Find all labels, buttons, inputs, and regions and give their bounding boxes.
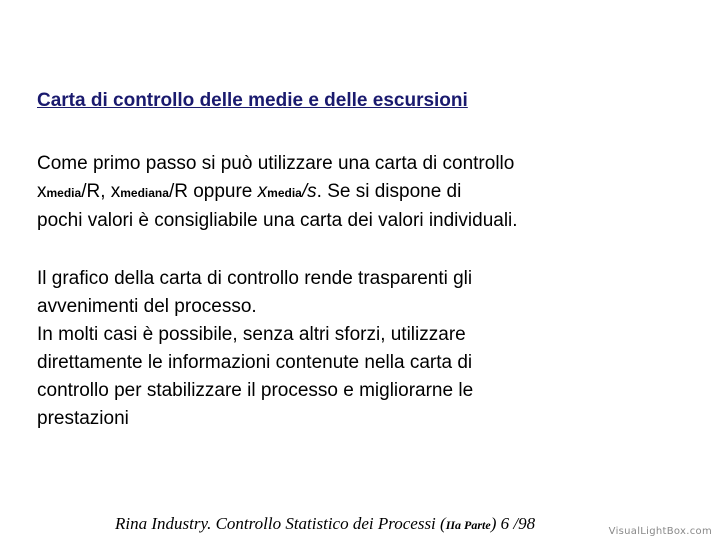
slide-footer [115, 514, 535, 534]
paragraph-line: pochi valori è consigliabile una carta dei valori individuali. [37, 210, 518, 231]
footer-page-number: ) 6 /98 [490, 514, 536, 533]
paragraph-line: In molti casi è possibile, senza altri sforzi, utilizzare [37, 324, 466, 345]
separator-text: /R, [81, 181, 111, 202]
media-subscript: media [46, 186, 82, 200]
paragraph-line: controllo per stabilizzare il processo e migliorarne le [37, 380, 474, 401]
footer-part: IIa Parte [445, 518, 491, 532]
x-symbol: x [37, 181, 47, 202]
paragraph-chart-benefits [37, 265, 687, 433]
mediana-subscript: mediana [120, 186, 169, 200]
paragraph-line: prestazioni [37, 408, 129, 429]
paragraph-line: Come primo passo si può utilizzare una carta di controllo [37, 153, 515, 174]
watermark: VisualLightBox.com [608, 526, 712, 537]
paragraph-line: Il grafico della carta di controllo rende trasparenti gli [37, 268, 473, 289]
paragraph-line: avvenimenti del processo. [37, 296, 257, 317]
x-symbol: x [110, 181, 121, 202]
media-subscript: media [267, 186, 302, 200]
paragraph-control-chart-options [37, 150, 687, 235]
paragraph-line: direttamente le informazioni contenute nella carta di [37, 352, 473, 373]
chart-types-line [37, 178, 687, 207]
slide-title: Carta di controllo delle medie e delle escursioni [37, 90, 468, 111]
s-symbol: /s [301, 181, 317, 202]
paragraph-text: . Se si dispone di [316, 181, 462, 202]
separator-text: /R oppure [168, 181, 258, 202]
footer-title: Rina Industry. Controllo Statistico dei Processi ( [115, 514, 446, 533]
x-symbol: x [257, 181, 268, 202]
